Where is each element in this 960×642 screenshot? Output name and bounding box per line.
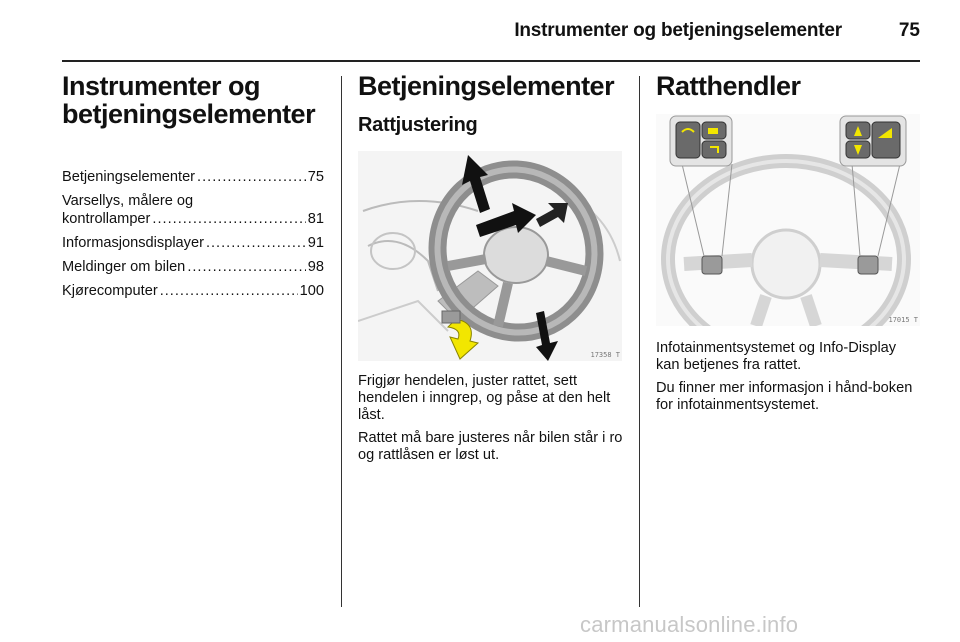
paragraph: Du finner mer informasjon i hånd-boken for infotainmentsystemet. — [656, 380, 913, 413]
page-header — [62, 18, 920, 58]
figure-code: 17358 T — [590, 351, 620, 359]
steering-wheel-adjust-image — [358, 151, 622, 361]
table-of-contents — [62, 168, 324, 300]
steering-adjustment-illustration — [358, 151, 622, 361]
paragraph: Frigjør hendelen, juster rattet, sett hendelen i inngrep, og påse at den helt låst. — [358, 373, 611, 423]
toc-item[interactable] — [62, 282, 324, 300]
watermark: carmanualsonline.info — [580, 612, 799, 637]
toc-title: Kjørecomputer — [62, 283, 158, 299]
toc-title: Informasjonsdisplayer — [62, 235, 204, 251]
toc-leader — [197, 168, 306, 186]
header-rule — [62, 60, 920, 62]
column-2 — [358, 72, 624, 470]
section-heading: Ratthendler — [656, 71, 801, 101]
chapter-title — [62, 72, 324, 128]
column-divider-1 — [341, 76, 342, 607]
toc-item[interactable] — [62, 234, 324, 252]
toc-leader — [187, 258, 305, 276]
section-heading: Betjeningselementer — [358, 71, 615, 101]
toc-page: 100 — [299, 283, 324, 299]
toc-title: Betjeningselementer — [62, 169, 196, 185]
toc-title-cont: kontrollamper — [62, 211, 151, 227]
toc-item[interactable] — [62, 192, 324, 228]
subsection-heading: Rattjustering — [358, 114, 478, 136]
paragraph: Infotainmentsystemet og Info-Display kan betjenes fra rattet. — [656, 340, 897, 373]
toc-page: 98 — [307, 259, 324, 275]
figure-code: 17015 T — [888, 316, 918, 324]
toc-leader — [152, 210, 305, 228]
toc-page: 75 — [307, 169, 324, 185]
column-1 — [62, 72, 324, 306]
steering-wheel-controls-illustration — [656, 114, 920, 326]
toc-page: 91 — [307, 235, 324, 251]
column-3 — [656, 72, 920, 420]
chapter-title-line-2: betjeningselementer — [62, 99, 316, 129]
page-number: 75 — [898, 20, 920, 41]
toc-item[interactable] — [62, 258, 324, 276]
steering-wheel-controls-image — [656, 114, 920, 326]
toc-leader — [206, 234, 306, 252]
toc-leader — [160, 282, 298, 300]
column-divider-2 — [639, 76, 640, 607]
chapter-title-line-1: Instrumenter og — [62, 71, 261, 101]
toc-title: Varsellys, målere og — [62, 193, 194, 209]
toc-title: Meldinger om bilen — [62, 259, 186, 275]
paragraph: Rattet må bare justeres når bilen står i ro og rattlåsen er løst ut. — [358, 430, 623, 463]
running-header-title: Instrumenter og betjeningselementer — [514, 20, 842, 41]
toc-page: 81 — [307, 211, 324, 227]
toc-item[interactable] — [62, 168, 324, 186]
